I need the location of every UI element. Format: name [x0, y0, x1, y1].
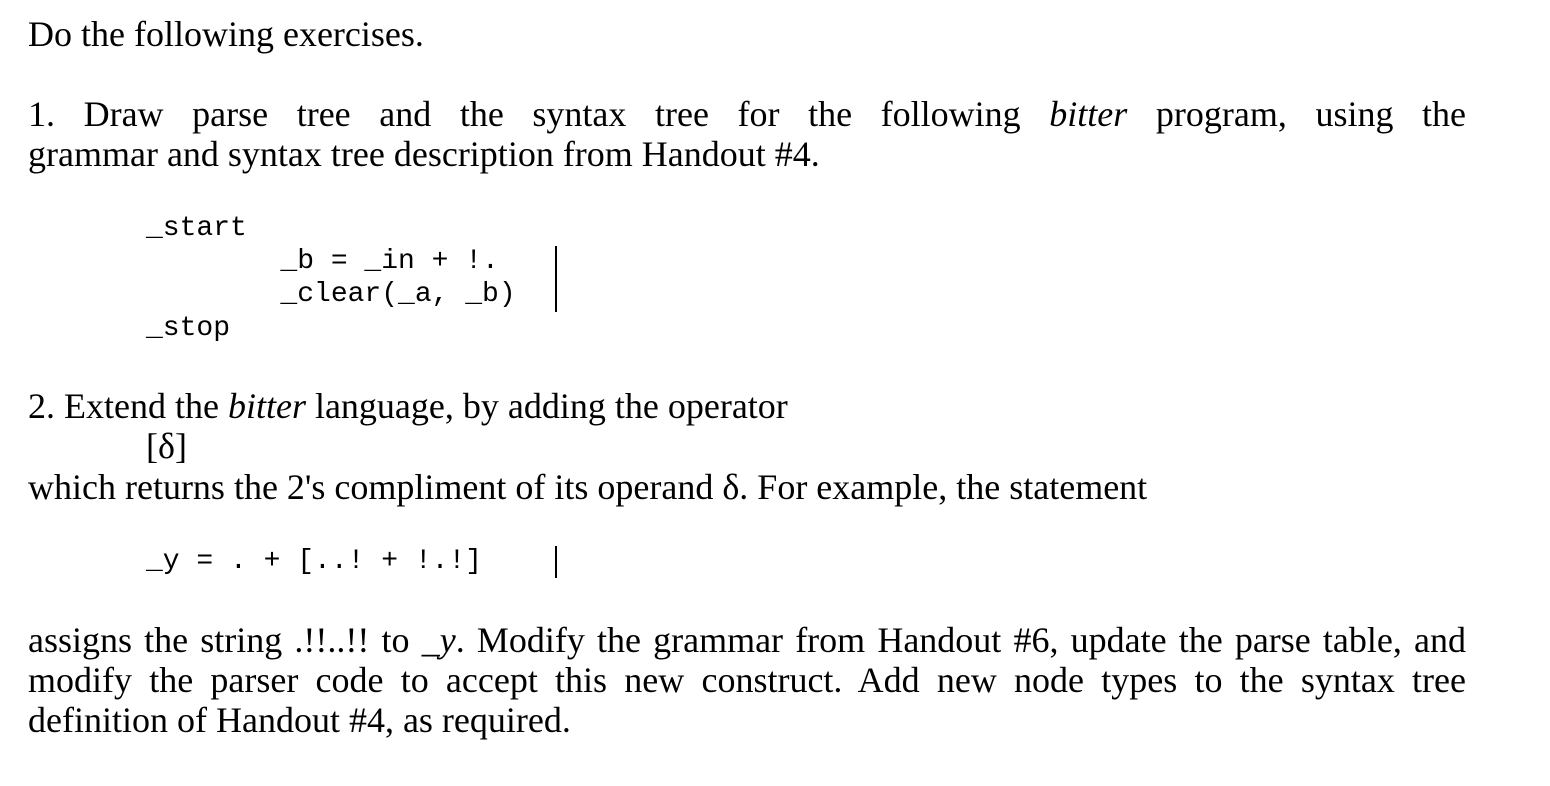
exercise-2-line-1	[28, 386, 788, 426]
code-example-statement: _y = . + [..! + !.!]	[146, 546, 483, 577]
instructions-heading: Do the following exercises.	[28, 14, 424, 54]
exercise-2-text-suffix: language, by adding the operator	[314, 386, 788, 426]
code-line-clear: _clear(_a, _b)	[146, 279, 516, 310]
exercise-2-tail-prefix: assigns the string .!!..!! to	[28, 620, 410, 660]
bitter-language-name: bitter	[227, 386, 306, 426]
text-cursor-bar	[555, 546, 557, 578]
operator-definition: [δ]	[146, 426, 187, 466]
exercise-1-line-1	[28, 94, 1466, 134]
exercise-2-paragraph	[28, 620, 1466, 740]
exercise-1-text-suffix: program, using the	[1155, 94, 1467, 134]
variable-y: _y	[421, 620, 456, 660]
exercise-1-text-prefix: 1. Draw parse tree and the syntax tree for the following	[28, 94, 1021, 134]
text-cursor-bar	[555, 246, 557, 312]
exercise-1-line-2: grammar and syntax tree description from Handout #4.	[28, 134, 820, 174]
exercise-2-tail-suffix: . Modify the grammar from Handout #6, update the parse table, and modify the parser code to accept this new construct. Add new node types to the syntax tree definition of Handout #4, as required.	[28, 620, 1467, 740]
code-line-stop: _stop	[146, 313, 231, 344]
code-line-assignment: _b = _in + !.	[146, 246, 499, 277]
exercise-2-text-prefix: 2. Extend the	[28, 386, 219, 426]
code-line-start: _start	[146, 213, 247, 244]
exercise-2-line-3: which returns the 2's compliment of its operand δ. For example, the statement	[28, 467, 1148, 507]
bitter-language-name: bitter	[1049, 94, 1128, 134]
